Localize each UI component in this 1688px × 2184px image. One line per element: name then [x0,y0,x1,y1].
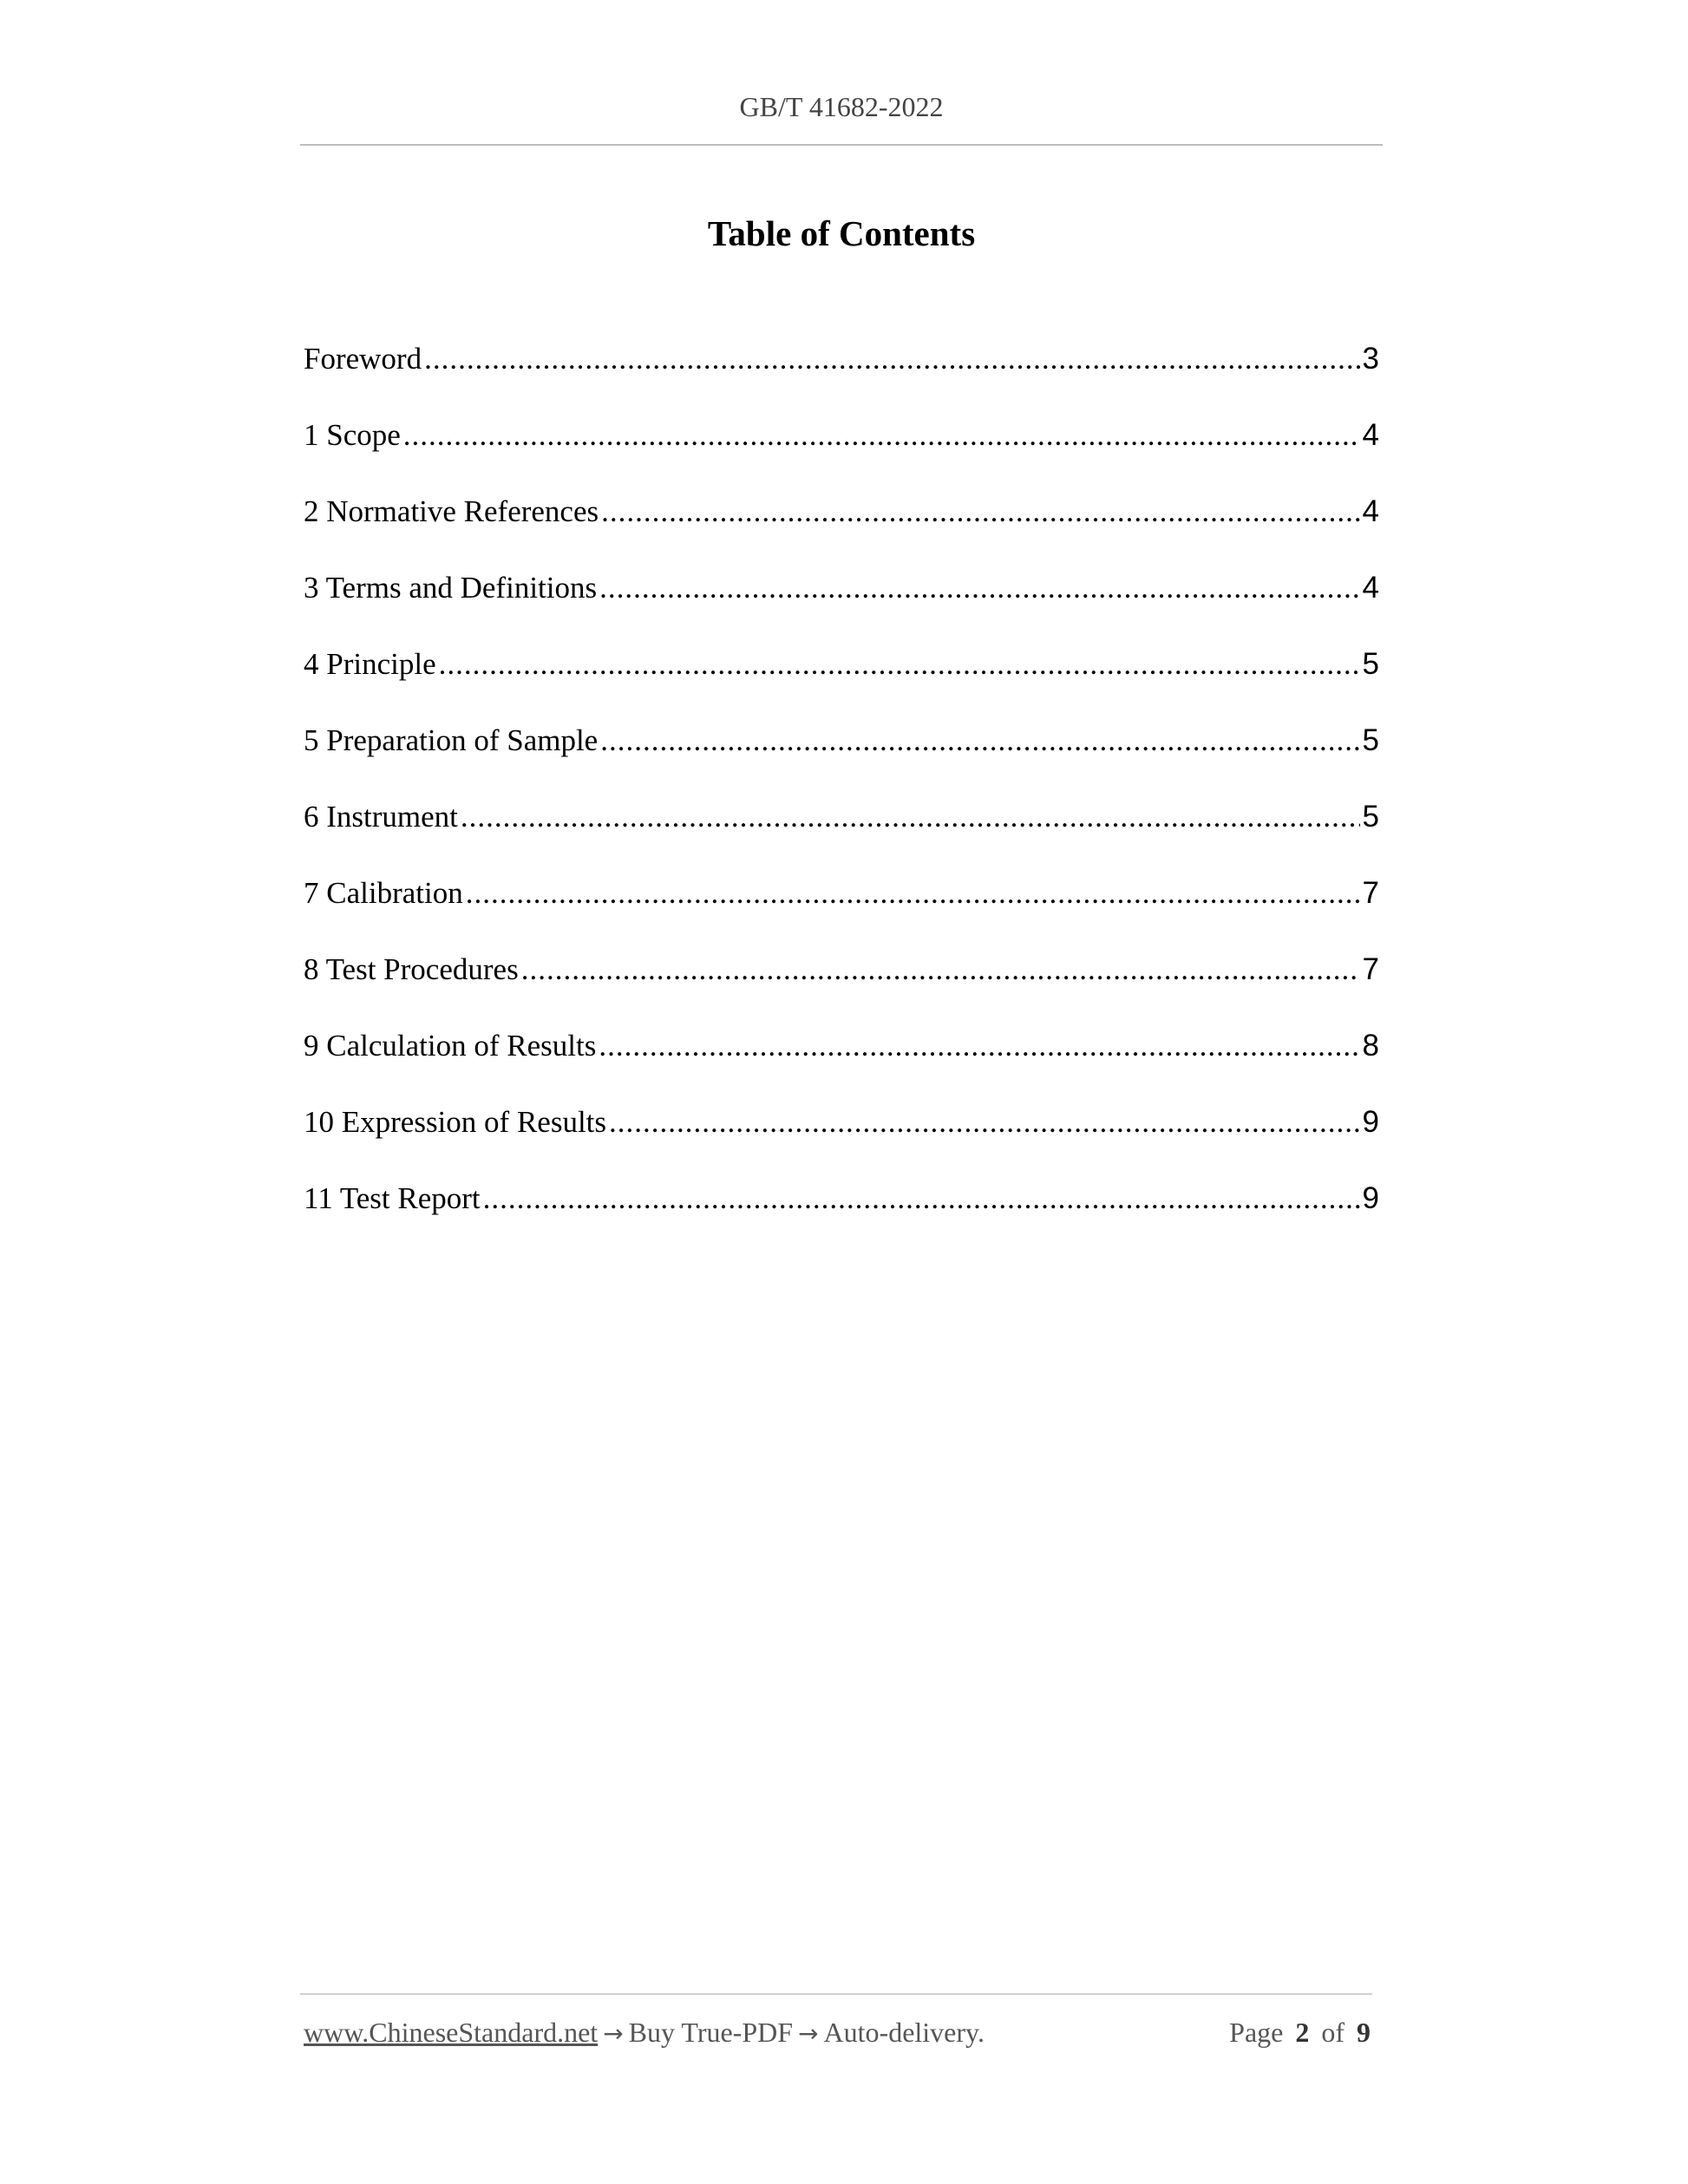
toc-entry-label: 7 Calibration [304,876,463,910]
toc-entry-label: 10 Expression of Results [304,1105,607,1139]
toc-entry-page: 5 [1362,800,1379,834]
toc-entry-page: 9 [1362,1105,1379,1139]
toc-dot-leader [403,416,1360,454]
footer-step-delivery: Auto-delivery. [823,2017,985,2048]
toc-entry-test-procedures[interactable] [304,951,1379,1027]
document-id-header: GB/T 41682-2022 [739,91,944,122]
page-label: Page [1229,2017,1284,2048]
table-of-contents [304,340,1379,1256]
toc-entry-label: 8 Test Procedures [304,952,519,986]
arrow-right-icon: → [798,2019,819,2048]
toc-entry-test-report[interactable] [304,1180,1379,1256]
toc-dot-leader [466,874,1360,912]
page-total: 9 [1357,2017,1371,2048]
toc-entry-page: 3 [1362,342,1379,376]
toc-dot-leader [461,798,1360,836]
toc-title: Table of Contents [707,213,976,253]
page-indicator [1229,2014,1371,2050]
toc-dot-leader [599,1027,1359,1065]
toc-dot-leader [609,1103,1360,1141]
header-divider [300,144,1383,146]
toc-entry-preparation-of-sample[interactable] [304,722,1379,798]
toc-entry-page: 4 [1362,571,1379,605]
toc-entry-page: 5 [1362,723,1379,757]
toc-entry-page: 9 [1362,1181,1379,1215]
toc-dot-leader [483,1180,1360,1218]
toc-entry-label: 5 Preparation of Sample [304,723,599,757]
toc-entry-scope[interactable] [304,416,1379,493]
arrow-right-icon: → [603,2019,624,2048]
toc-dot-leader [599,569,1359,607]
toc-entry-label: 3 Terms and Definitions [304,571,598,605]
toc-dot-leader [601,493,1359,531]
toc-entry-label: 2 Normative References [304,494,599,528]
toc-entry-terms-and-definitions[interactable] [304,569,1379,645]
toc-entry-label: Foreword [304,342,422,376]
toc-dot-leader [439,645,1360,683]
toc-entry-normative-references[interactable] [304,493,1379,569]
toc-dot-leader [600,722,1359,760]
footer-divider [300,1993,1372,1995]
toc-entry-foreword[interactable] [304,340,1379,416]
toc-entry-page: 7 [1362,876,1379,910]
footer-purchase-line [304,2014,985,2052]
toc-entry-expression-of-results[interactable] [304,1103,1379,1180]
toc-dot-leader [424,340,1359,378]
toc-dot-leader [521,951,1360,989]
toc-entry-calculation-of-results[interactable] [304,1027,1379,1103]
toc-entry-label: 1 Scope [304,418,401,452]
toc-entry-page: 4 [1362,494,1379,528]
toc-entry-page: 7 [1362,952,1379,986]
toc-entry-label: 9 Calculation of Results [304,1029,597,1063]
footer-step-buy: Buy True-PDF [628,2017,794,2048]
toc-entry-principle[interactable] [304,645,1379,722]
toc-entry-instrument[interactable] [304,798,1379,874]
toc-entry-page: 5 [1362,647,1379,681]
of-label: of [1321,2017,1345,2048]
page-current: 2 [1295,2017,1310,2048]
toc-entry-label: 6 Instrument [304,800,458,834]
chinese-standard-link[interactable]: www.ChineseStandard.net [304,2017,599,2048]
toc-entry-label: 4 Principle [304,647,436,681]
toc-entry-calibration[interactable] [304,874,1379,951]
toc-entry-page: 8 [1362,1029,1379,1063]
toc-entry-page: 4 [1362,418,1379,452]
toc-entry-label: 11 Test Report [304,1181,481,1215]
